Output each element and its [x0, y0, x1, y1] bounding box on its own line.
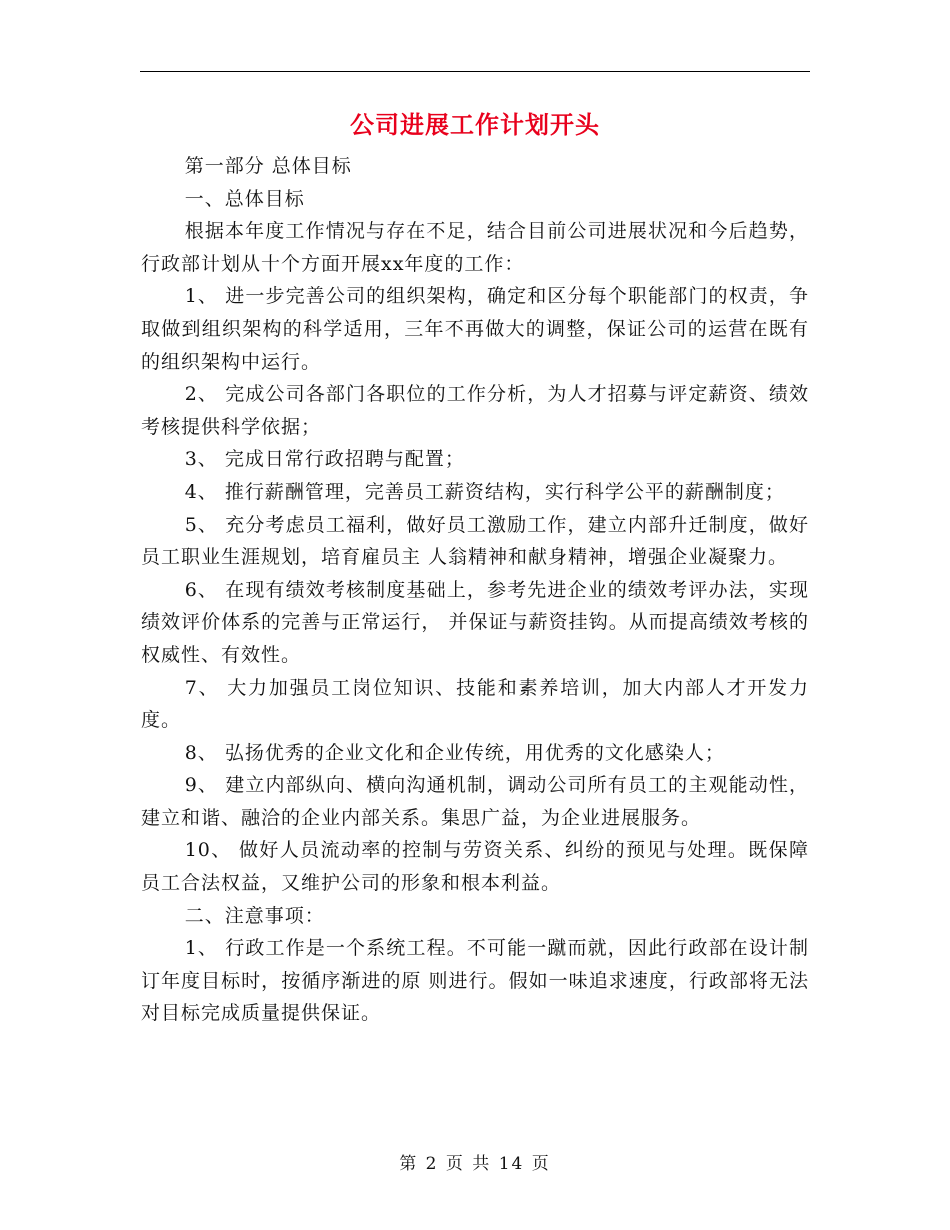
header-rule [140, 71, 810, 72]
list-item: 2、 完成公司各部门各职位的工作分析，为人才招募与评定薪资、绩效考核提供科学依据； [141, 383, 809, 438]
list-item: 8、 弘扬优秀的企业文化和企业传统，用优秀的文化感染人； [184, 741, 725, 764]
subsection-heading: 二、注意事项： [184, 904, 325, 927]
list-item: 9、 建立内部纵向、横向沟通机制，调动公司所有员工的主观能动性，建立和谐、融洽的企业内部关系。集思广益，为企业进展服务。 [141, 774, 809, 829]
list-item: 6、 在现有绩效考核制度基础上，参考先进企业的绩效考评办法，实现绩效评价体系的完善与正常运行， 并保证与薪资挂钩。从而提高绩效考核的权威性、有效性。 [141, 578, 809, 666]
intro-paragraph: 根据本年度工作情况与存在不足，结合目前公司进展状况和今后趋势，行政部计划从十个方面开展xx年度的工作： [141, 220, 809, 275]
list-item: 5、 充分考虑员工福利，做好员工激励工作，建立内部升迁制度，做好员工职业生涯规划，培育雇员主 人翁精神和献身精神，增强企业凝聚力。 [141, 513, 809, 569]
list-item: 4、 推行薪酬管理，完善员工薪资结构，实行科学公平的薪酬制度； [184, 480, 785, 503]
document-body [141, 150, 809, 1030]
list-item: 3、 完成日常行政招聘与配置； [184, 448, 465, 471]
subsection-heading: 一、总体目标 [184, 187, 305, 210]
document-title: 公司进展工作计划开头 [350, 110, 600, 139]
page-number-footer: 第 2 页 共 14 页 [399, 1154, 551, 1174]
list-item: 7、 大力加强员工岗位知识、技能和素养培训，加大内部人才开发力度。 [141, 676, 809, 732]
list-item: 1、 进一步完善公司的组织架构，确定和区分每个职能部门的权责，争取做到组织架构的科学适用，三年不再做大的调整，保证公司的运营在既有的组织架构中运行。 [141, 285, 809, 373]
list-item: 1、 行政工作是一个系统工程。不可能一蹴而就，因此行政部在设计制订年度目标时，按循序渐进的原 则进行。假如一味追求速度，行政部将无法对目标完成质量提供保证。 [141, 937, 809, 1025]
section-heading: 第一部分 总体目标 [184, 155, 352, 177]
list-item: 10、 做好人员流动率的控制与劳资关系、纠纷的预见与处理。既保障员工合法权益，又维护公司的形象和根本利益。 [141, 839, 809, 895]
